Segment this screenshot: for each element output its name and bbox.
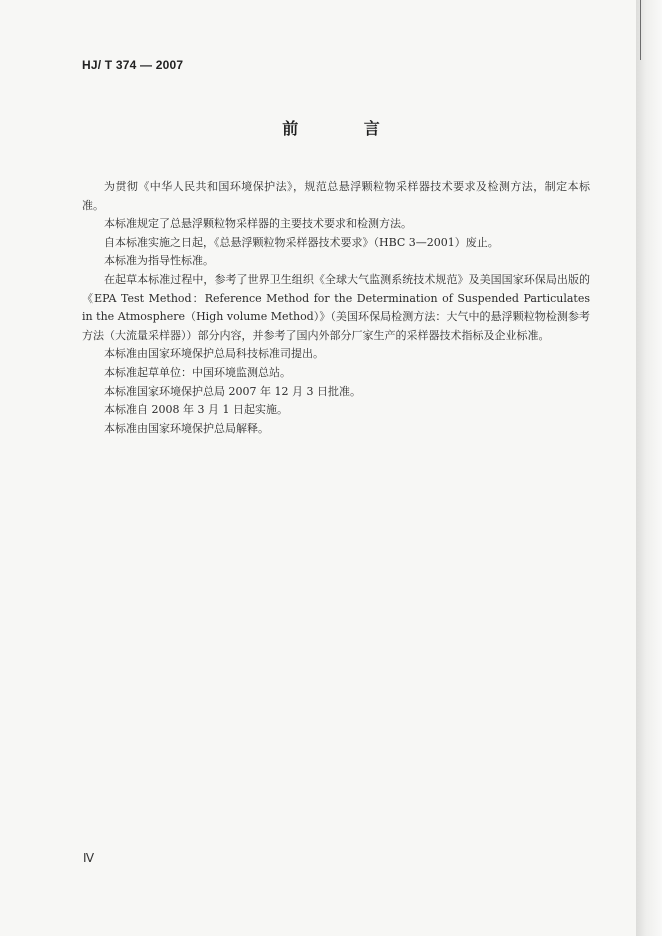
- paragraph: 为贯彻《中华人民共和国环境保护法》，规范总悬浮颗粒物采样器技术要求及检测方法，制定本标准。: [82, 180, 590, 212]
- paragraph: 本标准自 2008 年 3 月 1 日起实施。: [104, 403, 288, 417]
- paragraph: 自本标准实施之日起，《总悬浮颗粒物采样器技术要求》（HBC 3—2001）废止。: [104, 235, 499, 249]
- paragraph: 本标准由国家环境保护总局解释。: [104, 421, 269, 435]
- paragraph: 本标准规定了总悬浮颗粒物采样器的主要技术要求和检测方法。: [104, 217, 412, 231]
- paragraph: 本标准为指导性标准。: [104, 254, 214, 268]
- paragraph: 本标准由国家环境保护总局科技标准司提出。: [104, 347, 324, 361]
- page-title: 前 言: [282, 119, 410, 138]
- paragraph: 在起草本标准过程中，参考了世界卫生组织《全球大气监测系统技术规范》及美国国家环保局出版的《EPA Test Method：Reference Method for the Determination of Suspended Particulates in the Atmosphere（High volume Method）》（美国环保局检测方法：大气中的悬浮颗粒物检测参考方法（大流量采样器））部分内容，并参考了国内外部分厂家生产的采样器技术指标及企业标准。: [82, 272, 590, 342]
- paragraph: 本标准起草单位：中国环境监测总站。: [104, 365, 291, 379]
- foreword-body: [82, 178, 590, 438]
- page-number: Ⅳ: [83, 851, 95, 865]
- binding-edge-line: [640, 0, 641, 60]
- page-edge-shadow: [636, 0, 662, 936]
- paragraph: 本标准国家环境保护总局 2007 年 12 月 3 日批准。: [104, 384, 361, 398]
- standard-code: HJ/ T 374 — 2007: [82, 58, 184, 72]
